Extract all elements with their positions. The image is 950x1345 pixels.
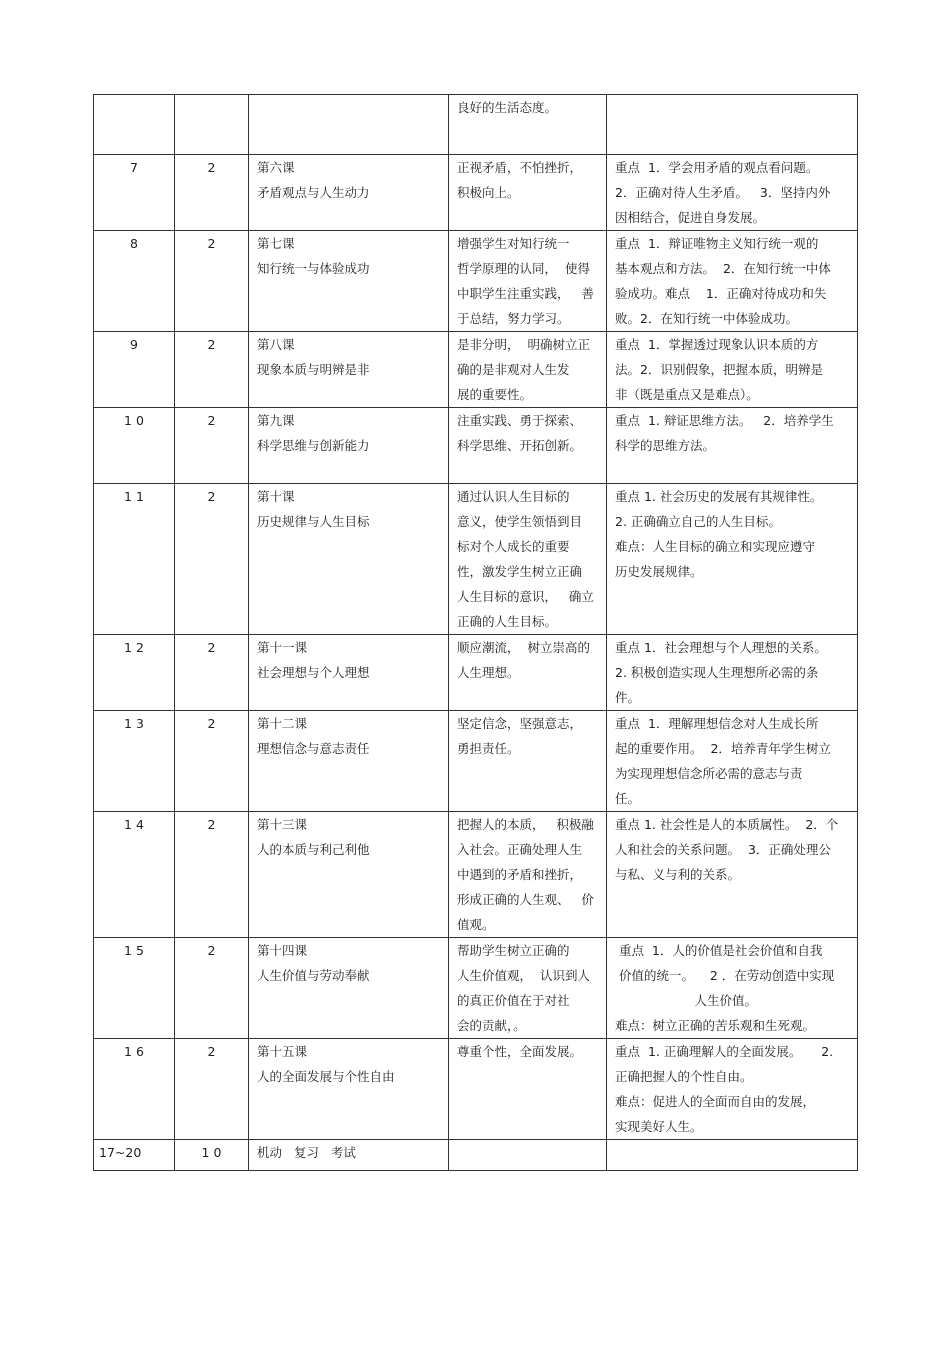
goal-cell [449,408,607,484]
cell-line: 会的贡献，。 [457,1018,526,1033]
cell-line: 人生目标的意识， 确立 [457,589,594,604]
cell-line: 中职学生注重实践， 善 [457,286,594,301]
table-row [94,1140,858,1171]
cell-line: 重点 1. 正确理解人的全面发展。 2. [615,1044,834,1059]
hours-cell [175,95,249,155]
key-points-cell [607,484,858,635]
key-points-cell [607,408,858,484]
table-row [94,635,858,711]
lesson-cell [249,484,449,635]
hours-cell: 2 [175,938,249,1039]
cell-line: 2. 正确确立自己的人生目标。 [615,514,781,529]
cell-line: 顺应潮流， 树立崇高的 [457,640,590,655]
cell-line: 意义，使学生领悟到目 [457,514,583,529]
cell-line: 难点：人生目标的确立和实现应遵守 [615,539,816,554]
week-cell: 1 0 [94,408,175,484]
key-points-cell [607,1140,858,1171]
cell-line: 实现美好人生。 [615,1119,703,1134]
cell-line: 是非分明， 明确树立正 [457,337,590,352]
cell-line: 于总结，努力学习。 [457,311,570,326]
cell-line: 第十五课 [257,1044,308,1059]
cell-line: 第十二课 [257,716,308,731]
goal-cell [449,1140,607,1171]
table-row [94,711,858,812]
cell-line: 难点：树立正确的苦乐观和生死观。 [615,1018,816,1033]
table-row [94,95,858,155]
cell-line: 重点 1．人的价值是社会价值和自我 [615,943,823,958]
table-row [94,155,858,231]
cell-line: 入社会。正确处理人生 [457,842,583,857]
lesson-cell [249,332,449,408]
hours-cell: 2 [175,635,249,711]
cell-line: 科学思维与创新能力 [257,438,370,453]
hours-cell: 2 [175,711,249,812]
cell-line: 理想信念与意志责任 [257,741,370,756]
cell-line: 重点 1. 社会性是人的本质属性。 2．个 [615,817,839,832]
cell-line: 为实现理想信念所必需的意志与责 [615,766,803,781]
cell-line: 非（既是重点又是难点）。 [615,387,759,402]
cell-line: 标对个人成长的重要 [457,539,570,554]
cell-line: 帮助学生树立正确的 [457,943,570,958]
lesson-cell [249,1140,449,1171]
week-cell: 8 [94,231,175,332]
table-row [94,484,858,635]
lesson-cell [249,812,449,938]
hours-cell: 2 [175,155,249,231]
week-cell: 1 3 [94,711,175,812]
cell-line: 重点 1．辩证唯物主义知行统一观的 [615,236,819,251]
cell-line: 败。2．在知行统一中体验成功。 [615,311,798,326]
cell-line: 增强学生对知行统一 [457,236,570,251]
goal-cell [449,812,607,938]
cell-line: 2. 积极创造实现人生理想所必需的条 [615,665,819,680]
cell-line: 人和社会的关系问题。 3．正确处理公 [615,842,831,857]
goal-cell [449,332,607,408]
cell-line: 与私、义与利的关系。 [615,867,741,882]
hours-cell: 2 [175,484,249,635]
goal-cell [449,711,607,812]
lesson-cell [249,1039,449,1140]
goal-cell [449,635,607,711]
schedule-body [94,95,858,1171]
cell-line: 正确把握人的个性自由。 [615,1069,753,1084]
cell-line: 尊重个性，全面发展。 [457,1044,583,1059]
week-cell: 1 4 [94,812,175,938]
lesson-cell [249,155,449,231]
cell-line: 中遇到的矛盾和挫折， [457,867,583,882]
cell-line: 重点 1．掌握透过现象认识本质的方 [615,337,819,352]
cell-line: 确的是非观对人生发 [457,362,570,377]
week-cell: 9 [94,332,175,408]
table-row [94,812,858,938]
cell-line: 2．正确对待人生矛盾。 3．坚持内外 [615,185,831,200]
week-cell: 7 [94,155,175,231]
cell-line: 人生理想。 [457,665,520,680]
goal-cell [449,938,607,1039]
cell-line: 人生价值观， 认识到人 [457,968,590,983]
goal-cell [449,484,607,635]
cell-line: 把握人的本质， 积极融 [457,817,594,832]
cell-line: 法。2．识别假象，把握本质，明辨是 [615,362,823,377]
cell-line: 人生价值与劳动奉献 [257,968,370,983]
key-points-cell [607,155,858,231]
key-points-cell [607,95,858,155]
cell-line: 性，激发学生树立正确 [457,564,583,579]
cell-line: 基本观点和方法。 2．在知行统一中体 [615,261,831,276]
key-points-cell [607,1039,858,1140]
lesson-cell [249,711,449,812]
cell-line: 重点 1. 辩证思维方法。 2．培养学生 [615,413,834,428]
lesson-cell [249,95,449,155]
cell-line: 哲学原理的认同， 使得 [457,261,590,276]
cell-line: 历史发展规律。 [615,564,703,579]
week-cell: 1 1 [94,484,175,635]
lesson-cell [249,635,449,711]
week-cell: 1 2 [94,635,175,711]
key-points-cell [607,812,858,938]
cell-line: 第六课 [257,160,295,175]
table-row [94,408,858,484]
lesson-cell [249,938,449,1039]
cell-line: 形成正确的人生观、 价 [457,892,594,907]
cell-line: 第十一课 [257,640,308,655]
cell-line: 第十四课 [257,943,308,958]
hours-cell: 2 [175,332,249,408]
cell-line: 第七课 [257,236,295,251]
hours-cell: 2 [175,812,249,938]
lesson-cell [249,231,449,332]
cell-line: 任。 [615,791,641,806]
goal-cell [449,155,607,231]
cell-line: 正视矛盾，不怕挫折， [457,160,583,175]
week-cell: 1 6 [94,1039,175,1140]
cell-line: 勇担责任。 [457,741,520,756]
goal-cell [449,95,607,155]
hours-cell: 2 [175,1039,249,1140]
cell-line: 展的重要性。 [457,387,533,402]
key-points-cell [607,711,858,812]
key-points-cell [607,231,858,332]
cell-line: 人的本质与利己利他 [257,842,370,857]
table-row [94,938,858,1039]
week-cell: 1 5 [94,938,175,1039]
cell-line: 人生价值。 [615,993,757,1008]
table-row [94,231,858,332]
cell-line: 坚定信念，坚强意志， [457,716,583,731]
cell-line: 社会理想与个人理想 [257,665,370,680]
hours-cell: 2 [175,408,249,484]
hours-cell: 2 [175,231,249,332]
cell-line: 值观。 [457,917,495,932]
cell-line: 重点 1．理解理想信念对人生成长所 [615,716,819,731]
cell-line: 重点 1．学会用矛盾的观点看问题。 [615,160,819,175]
key-points-cell [607,332,858,408]
cell-line: 第十三课 [257,817,308,832]
hours-cell: 1 0 [175,1140,249,1171]
cell-line: 机动 复习 考试 [257,1145,356,1160]
cell-line: 注重实践、勇于探索、 [457,413,583,428]
cell-line: 积极向上。 [457,185,520,200]
cell-line: 正确的人生目标。 [457,614,558,629]
cell-line: 验成功。难点 1．正确对待成功和失 [615,286,827,301]
key-points-cell [607,635,858,711]
cell-line: 人的全面发展与个性自由 [257,1069,395,1084]
cell-line: 通过认识人生目标的 [457,489,570,504]
cell-line: 第八课 [257,337,295,352]
cell-line: 良好的生活态度。 [457,100,558,115]
cell-line: 现象本质与明辨是非 [257,362,370,377]
goal-cell [449,231,607,332]
cell-line: 起的重要作用。 2．培养青年学生树立 [615,741,831,756]
cell-line: 重点 1．社会理想与个人理想的关系。 [615,640,827,655]
cell-line: 科学的思维方法。 [615,438,716,453]
week-cell [94,95,175,155]
cell-line: 难点：促进人的全面而自由的发展， [615,1094,816,1109]
cell-line: 价值的统一。 2 ．在劳动创造中实现 [615,968,835,983]
cell-line: 第十课 [257,489,295,504]
lesson-cell [249,408,449,484]
cell-line: 件。 [615,690,641,705]
cell-line: 的真正价值在于对社 [457,993,570,1008]
key-points-cell [607,938,858,1039]
week-cell: 17~20 [94,1140,175,1171]
cell-line: 历史规律与人生目标 [257,514,370,529]
table-row [94,1039,858,1140]
table-row [94,332,858,408]
cell-line: 矛盾观点与人生动力 [257,185,370,200]
cell-line: 科学思维、开拓创新。 [457,438,583,453]
cell-line: 知行统一与体验成功 [257,261,370,276]
cell-line: 因相结合，促进自身发展。 [615,210,766,225]
cell-line: 重点 1. 社会历史的发展有其规律性。 [615,489,823,504]
goal-cell [449,1039,607,1140]
cell-line: 第九课 [257,413,295,428]
schedule-table [93,94,858,1171]
